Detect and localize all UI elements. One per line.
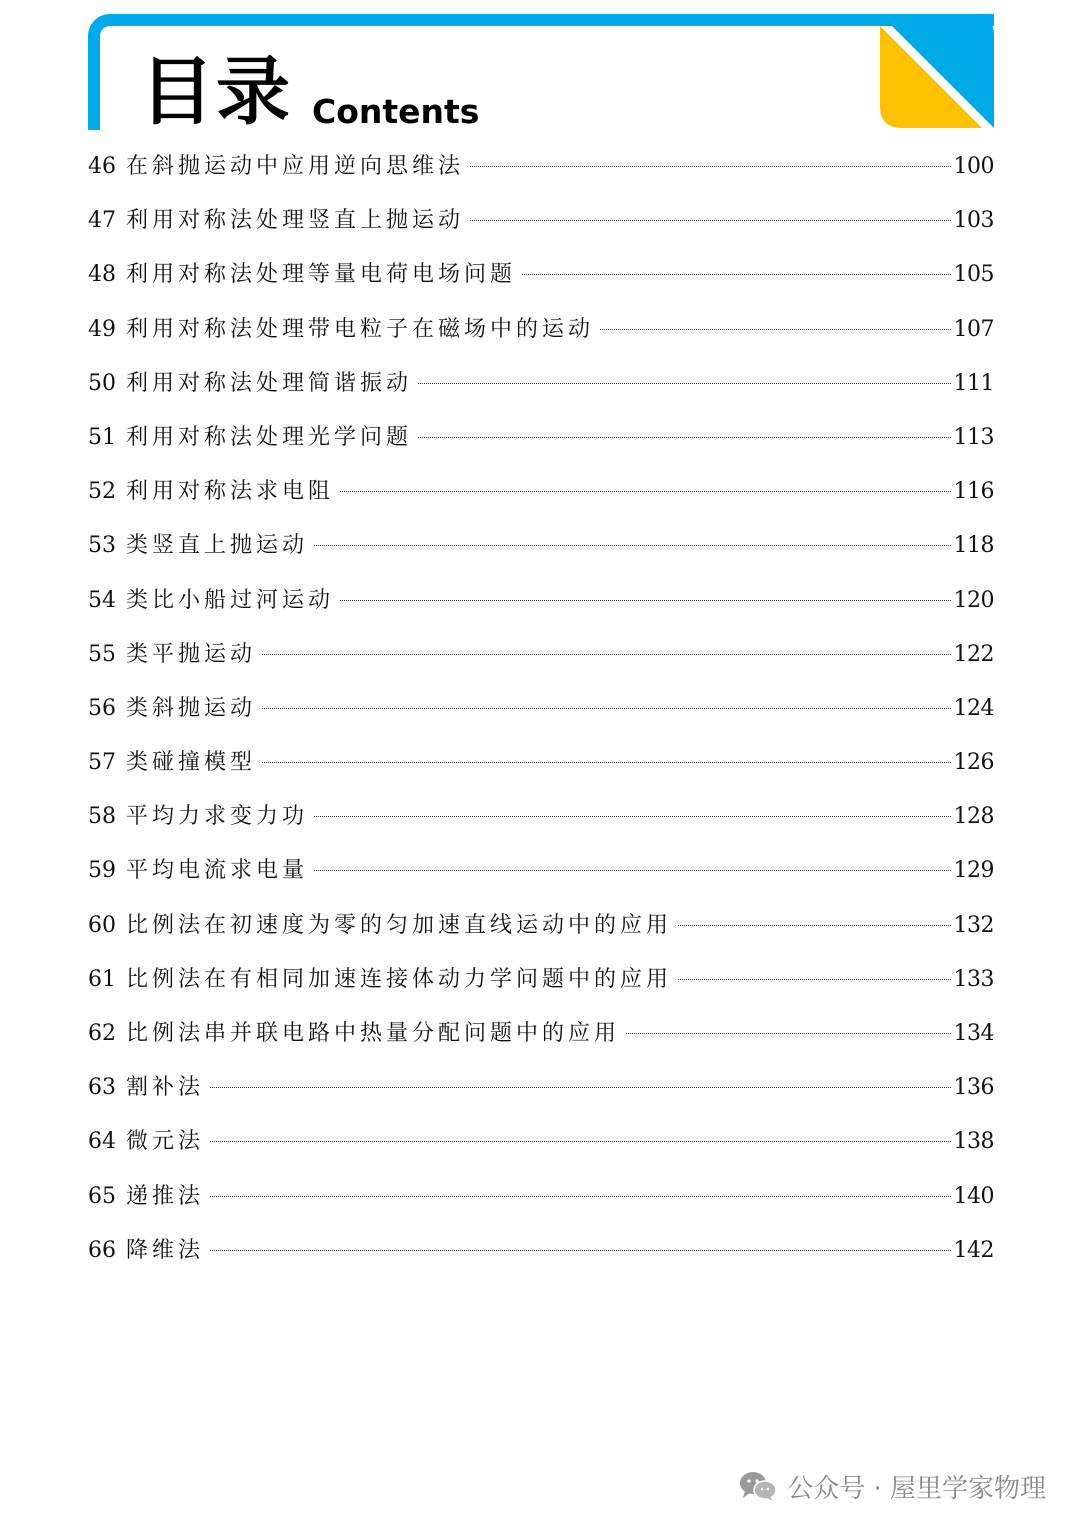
toc-leader-dots (314, 816, 950, 817)
toc-entry-page: 129 (953, 858, 994, 884)
toc-entry-number: 51 (88, 424, 116, 450)
toc-entry-number: 55 (88, 641, 116, 667)
toc-leader-dots (600, 329, 950, 330)
corner-decoration (880, 14, 994, 128)
toc-leader-dots (314, 545, 950, 546)
toc-entry-title: 类平抛运动 (126, 641, 257, 667)
toc-entry[interactable] (88, 692, 994, 746)
toc-entry-title: 在斜抛运动中应用逆向思维法 (126, 154, 465, 179)
page-subtitle: Contents (312, 92, 480, 131)
toc-entry-page: 120 (953, 587, 994, 613)
toc-entry[interactable] (88, 963, 994, 1017)
toc-entry[interactable] (88, 1125, 994, 1179)
toc-entry-title: 类比小船过河运动 (126, 587, 335, 613)
toc-entry-page: 124 (953, 695, 994, 721)
toc-entry-number: 50 (88, 370, 116, 396)
toc-entry-number: 56 (88, 695, 116, 721)
toc-leader-dots (340, 600, 950, 601)
toc-entry-page: 122 (953, 641, 994, 667)
toc-entry-number: 59 (88, 858, 116, 884)
toc-entry[interactable] (88, 258, 994, 312)
toc-leader-dots (678, 925, 950, 926)
toc-entry-page: 126 (953, 750, 994, 776)
toc-entry[interactable] (88, 584, 994, 638)
toc-entry-page: 107 (953, 316, 994, 342)
toc-entry-title: 微元法 (126, 1129, 205, 1155)
toc-leader-dots (418, 437, 950, 438)
toc-entry[interactable] (88, 854, 994, 908)
toc-entry-number: 64 (88, 1129, 116, 1155)
toc-entry-number: 61 (88, 966, 116, 992)
toc-entry-number: 58 (88, 804, 116, 830)
toc-entry-title: 类竖直上抛运动 (126, 533, 309, 559)
toc-leader-dots (210, 1250, 950, 1251)
toc-leader-dots (470, 166, 950, 167)
toc-entry-page: 142 (953, 1237, 994, 1263)
toc-entry-number: 47 (88, 208, 116, 234)
toc-entry-title: 平均力求变力功 (126, 804, 309, 830)
toc-entry-title: 利用对称法处理光学问题 (126, 424, 413, 450)
toc-entry-number: 57 (88, 750, 116, 776)
toc-entry-title: 比例法在初速度为零的匀加速直线运动中的应用 (126, 912, 673, 938)
toc-leader-dots (314, 870, 950, 871)
toc-entry-page: 103 (953, 208, 994, 234)
toc-entry-number: 62 (88, 1021, 116, 1046)
toc-entry-number: 48 (88, 262, 116, 288)
toc-entry-page: 118 (953, 533, 994, 559)
toc-entry-title: 递推法 (126, 1183, 205, 1209)
toc-leader-dots (262, 762, 950, 763)
toc-entry[interactable] (88, 1071, 994, 1125)
page-header (88, 14, 994, 135)
toc-entry[interactable] (88, 909, 994, 963)
toc-entry-page: 105 (953, 262, 994, 288)
toc-entry[interactable] (88, 313, 994, 367)
toc-entry-title: 利用对称法处理带电粒子在磁场中的运动 (126, 316, 595, 342)
toc-leader-dots (340, 491, 950, 492)
toc-leader-dots (522, 274, 950, 275)
toc-entry-page: 140 (953, 1183, 994, 1209)
toc-entry-title: 比例法串并联电路中热量分配问题中的应用 (126, 1021, 621, 1046)
toc-leader-dots (626, 1033, 950, 1034)
toc-entry-page: 138 (953, 1129, 994, 1155)
toc-entry-number: 46 (88, 154, 116, 179)
toc-entry[interactable] (88, 800, 994, 854)
toc-entry-number: 60 (88, 912, 116, 938)
toc-entry-number: 49 (88, 316, 116, 342)
footer-text: 公众号 · 屋里学家物理 (787, 1473, 1046, 1504)
toc-entry-title: 割补法 (126, 1075, 205, 1101)
toc-entry[interactable] (88, 367, 994, 421)
toc-entry[interactable] (88, 421, 994, 475)
toc-entry-title: 比例法在有相同加速连接体动力学问题中的应用 (126, 966, 673, 992)
toc-entry-page: 132 (953, 912, 994, 938)
toc-leader-dots (418, 383, 950, 384)
toc-entry[interactable] (88, 638, 994, 692)
toc-leader-dots (210, 1141, 950, 1142)
toc-leader-dots (678, 979, 950, 980)
toc-entry[interactable] (88, 529, 994, 583)
toc-entry[interactable] (88, 475, 994, 529)
toc-entry-number: 52 (88, 479, 116, 505)
toc-entry-number: 53 (88, 533, 116, 559)
toc-entry-number: 54 (88, 587, 116, 613)
wechat-icon (739, 1470, 777, 1502)
toc-entry-number: 63 (88, 1075, 116, 1101)
toc-entry[interactable] (88, 746, 994, 800)
page-title: 目录 (140, 49, 292, 135)
toc-entry-title: 平均电流求电量 (126, 858, 309, 884)
toc-entry[interactable] (88, 1017, 994, 1071)
toc-entry-page: 100 (953, 154, 994, 179)
toc-entry-page: 136 (953, 1075, 994, 1101)
toc-entry[interactable] (88, 150, 994, 204)
toc-entry-number: 66 (88, 1237, 116, 1263)
toc-leader-dots (210, 1087, 950, 1088)
footer-watermark (739, 1464, 1046, 1508)
toc-entry-title: 类碰撞模型 (126, 750, 257, 776)
toc-entry-title: 类斜抛运动 (126, 695, 257, 721)
toc-entry-number: 65 (88, 1183, 116, 1209)
toc-entry-title: 利用对称法处理竖直上抛运动 (126, 208, 465, 234)
toc-entry-title: 降维法 (126, 1237, 205, 1263)
toc-leader-dots (470, 220, 950, 221)
toc-entry-page: 134 (953, 1021, 994, 1046)
toc-entry[interactable] (88, 1234, 994, 1288)
toc-entry-title: 利用对称法处理等量电荷电场问题 (126, 262, 517, 288)
toc-leader-dots (210, 1196, 950, 1197)
toc-entry-page: 116 (953, 479, 994, 505)
table-of-contents (88, 150, 994, 1288)
toc-entry[interactable] (88, 1180, 994, 1234)
toc-entry-page: 133 (953, 966, 994, 992)
toc-entry[interactable] (88, 204, 994, 258)
toc-entry-title: 利用对称法处理简谐振动 (126, 370, 413, 396)
toc-entry-page: 128 (953, 804, 994, 830)
toc-entry-title: 利用对称法求电阻 (126, 479, 335, 505)
toc-leader-dots (262, 708, 950, 709)
toc-entry-page: 111 (953, 370, 994, 396)
toc-leader-dots (262, 654, 950, 655)
toc-entry-page: 113 (953, 424, 994, 450)
